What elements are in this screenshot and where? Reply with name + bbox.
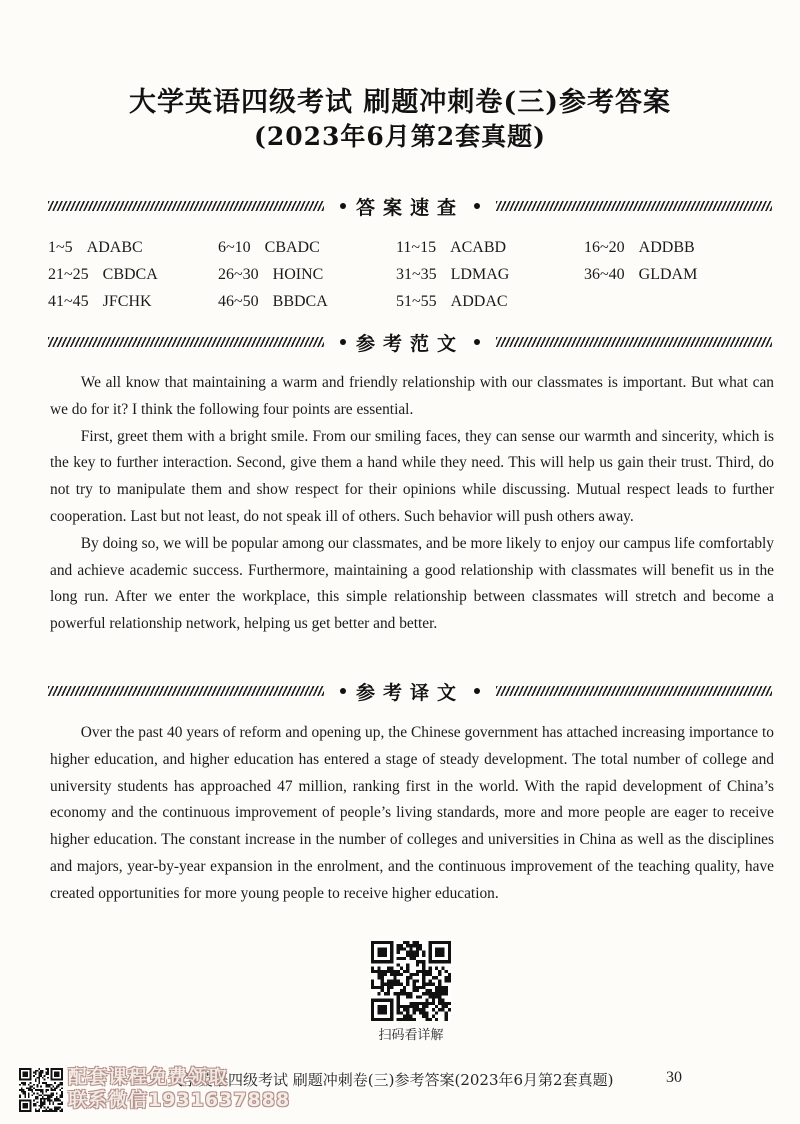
footer-title: 大学英语四级考试 刷题冲刺卷(三)参考答案(2023年6月第2套真题) bbox=[168, 1071, 614, 1089]
question-range: 26~30 bbox=[218, 266, 259, 283]
question-range: 6~10 bbox=[218, 239, 251, 256]
watermark bbox=[68, 1066, 290, 1112]
hatch-right bbox=[496, 686, 772, 696]
hatch-right bbox=[496, 337, 772, 347]
bullet-dot bbox=[474, 688, 480, 694]
answer-cell bbox=[48, 239, 218, 266]
hatch-left bbox=[48, 686, 324, 696]
question-range: 1~5 bbox=[48, 239, 73, 256]
footer-qr-code-icon[interactable] bbox=[19, 1068, 63, 1112]
bullet-dot bbox=[474, 339, 480, 345]
reference-translation bbox=[50, 720, 774, 908]
bullet-dot bbox=[340, 203, 346, 209]
essay-paragraph: By doing so, we will be popular among our classmates, and be more likely to enjoy our campus life comfortably and achieve academic success. Furthermore, maintaining a good relationship with classmates will benefit us in the long run. After we enter the workplace, this simple relationship between classmates will stretch and become a powerful relationship network, helping us get better and better. bbox=[50, 534, 774, 633]
hatch-left bbox=[48, 337, 324, 347]
section-title-translation: 参考译文 bbox=[356, 681, 465, 704]
answer-letters: JFCHK bbox=[102, 293, 152, 310]
answer-cell bbox=[218, 239, 396, 266]
model-essay bbox=[50, 370, 774, 638]
answer-cell bbox=[218, 266, 396, 293]
qr-code-icon[interactable] bbox=[371, 941, 451, 1021]
answer-letters: HOINC bbox=[272, 266, 324, 283]
answer-cell bbox=[218, 293, 396, 320]
answer-row bbox=[48, 293, 778, 320]
section-divider-translation bbox=[48, 678, 772, 704]
page-subtitle: (2023年6月第2套真题) bbox=[253, 122, 547, 151]
answer-cell bbox=[584, 266, 764, 293]
section-divider-answers bbox=[48, 193, 772, 219]
watermark-line: 联系微信1931637888 bbox=[68, 1089, 291, 1111]
question-range: 46~50 bbox=[218, 293, 259, 310]
answer-letters: ADDBB bbox=[638, 239, 695, 256]
answer-letters: CBDCA bbox=[102, 266, 158, 283]
qr-caption: 扫码看详解 bbox=[378, 1028, 444, 1043]
page-title: 大学英语四级考试 刷题冲刺卷(三)参考答案 bbox=[129, 87, 671, 118]
question-range: 21~25 bbox=[48, 266, 89, 283]
section-divider-essay bbox=[48, 329, 772, 355]
answer-cell bbox=[48, 293, 218, 320]
bullet-dot bbox=[340, 688, 346, 694]
answer-table bbox=[48, 239, 778, 320]
question-range: 11~15 bbox=[396, 239, 437, 256]
answer-cell bbox=[396, 266, 584, 293]
essay-paragraph: We all know that maintaining a warm and friendly relationship with our classmates is important. But what can we do for it? I think the following four points are essential. bbox=[50, 374, 774, 418]
essay-paragraph: First, greet them with a bright smile. From our smiling faces, they can sense our warmth and sincerity, which is the key to further interaction. Second, give them a hand while they need. This will help us gain their trust. Third, do not try to manipulate them and show respect for their opinions while discussing. Mutual respect leads to further cooperation. Last but not least, do not speak ill of others. Such behavior will push others away. bbox=[50, 427, 774, 525]
answer-letters: BBDCA bbox=[272, 293, 328, 310]
answer-row bbox=[48, 239, 778, 266]
answer-letters: CBADC bbox=[264, 239, 320, 256]
answer-cell bbox=[396, 293, 584, 320]
section-title-essay: 参考范文 bbox=[356, 332, 465, 355]
answer-letters: LDMAG bbox=[450, 266, 510, 283]
section-title-answers: 答案速查 bbox=[356, 196, 465, 219]
question-range: 31~35 bbox=[396, 266, 437, 283]
answer-row bbox=[48, 266, 778, 293]
answer-cell bbox=[584, 239, 764, 266]
hatch-left bbox=[48, 201, 324, 211]
question-range: 51~55 bbox=[396, 293, 437, 310]
page-footer bbox=[0, 1066, 800, 1116]
hatch-right bbox=[496, 201, 772, 211]
answer-cell bbox=[48, 266, 218, 293]
answer-letters: GLDAM bbox=[638, 266, 698, 283]
question-range: 16~20 bbox=[584, 239, 625, 256]
answer-cell bbox=[396, 239, 584, 266]
translation-paragraph: Over the past 40 years of reform and opening up, the Chinese government has attached increasing importance to higher education, and higher education has entered a stage of steady development. The total number of college and university students has approached 47 million, ranking first in the world. With the rapid development of China’s economy and the continuous improvement of people’s living standards, more and more people are eager to receive higher education. The constant increase in the number of colleges and universities in China as well as the disciplines and majors, year-by-year expansion in the enrolment, and the continuous improvement of the teaching quality, have created opportunities for more young people to receive higher education. bbox=[50, 724, 774, 902]
answer-letters: ADDAC bbox=[450, 293, 508, 310]
answer-letters: ADABC bbox=[86, 239, 143, 256]
answer-letters: ACABD bbox=[450, 239, 507, 256]
question-range: 36~40 bbox=[584, 266, 625, 283]
question-range: 41~45 bbox=[48, 293, 89, 310]
bullet-dot bbox=[340, 339, 346, 345]
page-number: 30 bbox=[666, 1069, 682, 1086]
bullet-dot bbox=[474, 203, 480, 209]
watermark-line: 配套课程免费领取 bbox=[68, 1066, 229, 1088]
